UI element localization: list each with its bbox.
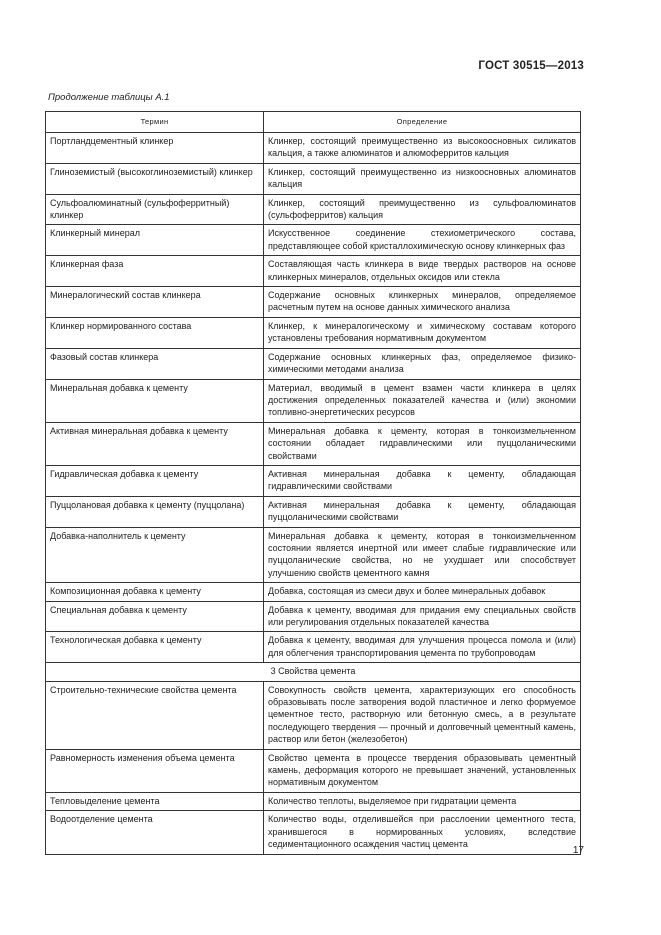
table-row (46, 287, 581, 318)
table-row (46, 163, 581, 194)
column-header-definition: Определение (264, 112, 581, 133)
definition-cell: Минеральная добавка к цементу, которая в тонкоизмельченном состоянии обладает гидравлическими или пуццоланическими свойствами (264, 422, 581, 465)
table-row (46, 348, 581, 379)
definition-cell: Количество воды, отделившейся при расслоении цементного теста, хранившегося в нормированных условиях, вследствие седиментационного осаждения частиц цемента (264, 811, 581, 854)
definition-cell: Искусственное соединение стехиометрического состава, представляющее собой кристаллохимическую основу клинкерных фаз (264, 225, 581, 256)
table-row (46, 133, 581, 164)
definition-cell: Клинкер, состоящий преимущественно из высокоосновных силикатов кальция, а также алюминатов и алюмоферритов кальция (264, 133, 581, 164)
table-row (46, 527, 581, 583)
term-cell: Клинкерная фаза (46, 256, 264, 287)
table-row (46, 496, 581, 527)
definition-cell: Активная минеральная добавка к цементу, обладающая гидравлическими свойствами (264, 465, 581, 496)
table-row (46, 601, 581, 632)
definition-cell: Активная минеральная добавка к цементу, обладающая пуццоланическими свойствами (264, 496, 581, 527)
table-header-row (46, 112, 581, 133)
column-header-term: Термин (46, 112, 264, 133)
term-cell: Минеральная добавка к цементу (46, 379, 264, 422)
table-row (46, 194, 581, 225)
term-cell: Водоотделение цемента (46, 811, 264, 854)
term-cell: Активная минеральная добавка к цементу (46, 422, 264, 465)
term-cell: Минералогический состав клинкера (46, 287, 264, 318)
table-row (46, 256, 581, 287)
table-row (46, 749, 581, 792)
table-row (46, 225, 581, 256)
term-cell: Клинкерный минерал (46, 225, 264, 256)
table-row (46, 422, 581, 465)
definition-cell: Свойство цемента в процессе твердения образовывать цементный камень, деформация которого не превышает значений, установленных нормативным документом (264, 749, 581, 792)
section-title: 3 Свойства цемента (46, 663, 581, 681)
table-row (46, 583, 581, 601)
definition-cell: Содержание основных клинкерных минералов, определяемое расчетным путем на основе данных химического анализа (264, 287, 581, 318)
term-cell: Пуццолановая добавка к цементу (пуццолана) (46, 496, 264, 527)
term-cell: Гидравлическая добавка к цементу (46, 465, 264, 496)
term-cell: Глиноземистый (высокоглиноземистый) клинкер (46, 163, 264, 194)
term-cell: Добавка-наполнитель к цементу (46, 527, 264, 583)
table-caption: Продолжение таблицы А.1 (48, 92, 170, 103)
term-cell: Композиционная добавка к цементу (46, 583, 264, 601)
term-cell: Строительно-технические свойства цемента (46, 681, 264, 749)
definition-cell: Материал, вводимый в цемент взамен части клинкера в целях достижения определенных показателей качества и (или) экономии топливно-энергетических ресурсов (264, 379, 581, 422)
definition-cell: Добавка, состоящая из смеси двух и более минеральных добавок (264, 583, 581, 601)
definition-cell: Количество теплоты, выделяемое при гидратации цемента (264, 792, 581, 810)
table-row (46, 811, 581, 854)
table-row (46, 792, 581, 810)
definition-cell: Совокупность свойств цемента, характеризующих его способность образовывать после затворения водой пластичное и легко формуемое цементное тесто, растворную или бетонную смесь, а в результате последующего твердения — прочный и долговечный цементный камень, раствор или бетон (железобетон) (264, 681, 581, 749)
terms-table (45, 111, 581, 855)
term-cell: Тепловыделение цемента (46, 792, 264, 810)
table-row (46, 379, 581, 422)
table-row (46, 465, 581, 496)
definition-cell: Клинкер, состоящий преимущественно из сульфоалюминатов (сульфоферритов) кальция (264, 194, 581, 225)
term-cell: Фазовый состав клинкера (46, 348, 264, 379)
definition-cell: Содержание основных клинкерных фаз, определяемое физико-химическими методами анализа (264, 348, 581, 379)
definition-cell: Клинкер, состоящий преимущественно из низкоосновных алюминатов кальция (264, 163, 581, 194)
document-number: ГОСТ 30515—2013 (478, 60, 584, 72)
definition-cell: Добавка к цементу, вводимая для придания ему специальных свойств или регулирования отдельных показателей качества (264, 601, 581, 632)
term-cell: Равномерность изменения объема цемента (46, 749, 264, 792)
term-cell: Технологическая добавка к цементу (46, 632, 264, 663)
table-row (46, 681, 581, 749)
definition-cell: Составляющая часть клинкера в виде твердых растворов на основе клинкерных минералов, отдельных оксидов или стекла (264, 256, 581, 287)
definition-cell: Минеральная добавка к цементу, которая в тонкоизмельченном состоянии является инертной или имеет слабые гидравлические или пуццоланические свойства, но не ухудшает или способствует улучшению свойств цементного камня (264, 527, 581, 583)
section-row (46, 663, 581, 681)
term-cell: Специальная добавка к цементу (46, 601, 264, 632)
definition-cell: Добавка к цементу, вводимая для улучшения процесса помола и (или) для облегчения транспортирования цемента по трубопроводам (264, 632, 581, 663)
table-row (46, 632, 581, 663)
table-row (46, 317, 581, 348)
page-number: 17 (572, 845, 584, 856)
definition-cell: Клинкер, к минералогическому и химическому составам которого установлены требования нормативным документом (264, 317, 581, 348)
term-cell: Портландцементный клинкер (46, 133, 264, 164)
term-cell: Сульфоалюминатный (сульфоферритный) клинкер (46, 194, 264, 225)
term-cell: Клинкер нормированного состава (46, 317, 264, 348)
